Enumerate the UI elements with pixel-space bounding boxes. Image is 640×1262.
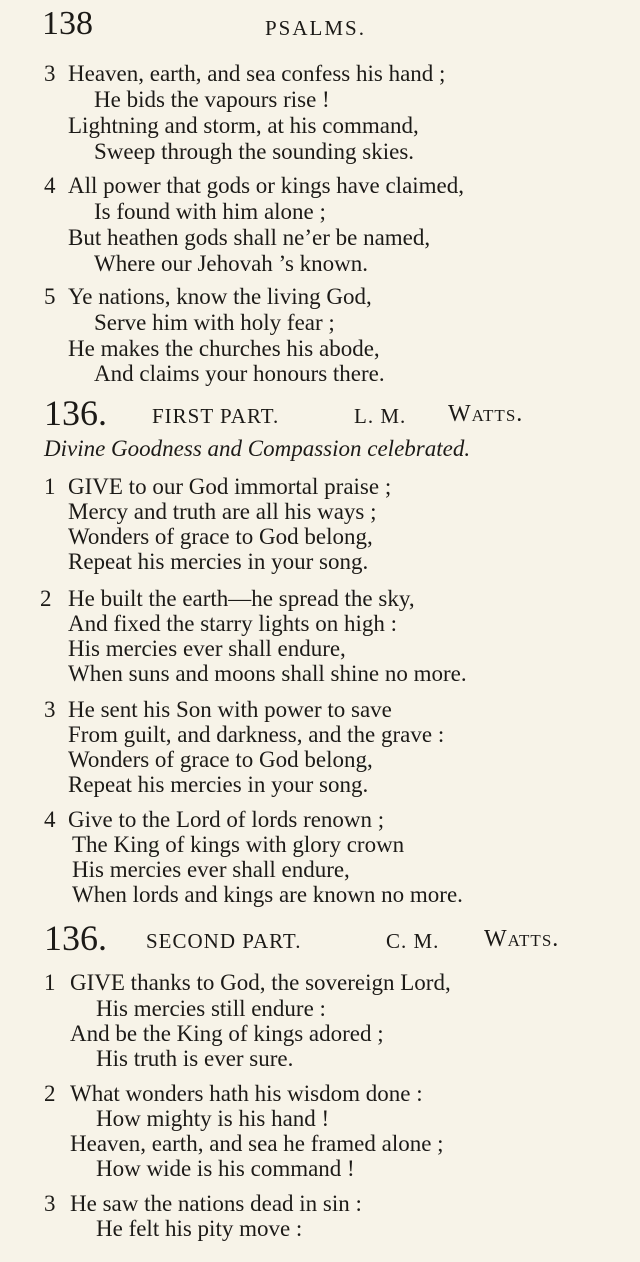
verse-number: 3 xyxy=(44,1191,56,1216)
verse-line: Repeat his mercies in your song. xyxy=(68,772,369,797)
verse-number: 5 xyxy=(44,284,56,309)
verse-line: Give to the Lord of lords renown ; xyxy=(68,807,385,832)
verse-line: Sweep through the sounding skies. xyxy=(94,139,415,164)
verse-line: Where our Jehovah ’s known. xyxy=(94,251,369,276)
verse-line: He bids the vapours rise ! xyxy=(94,87,330,112)
verse-line: Ye nations, know the living God, xyxy=(68,284,372,309)
verse-number: 4 xyxy=(44,173,56,198)
verse-number: 1 xyxy=(44,970,56,995)
verse-line: Wonders of grace to God belong, xyxy=(68,747,373,772)
hymn-number: 136. xyxy=(44,393,107,433)
verse-line: His mercies ever shall endure, xyxy=(72,857,350,882)
verse-line: He built the earth—he spread the sky, xyxy=(68,586,415,611)
verse-line: Wonders of grace to God belong, xyxy=(68,524,373,549)
verse-line: GIVE to our God immortal praise ; xyxy=(68,474,392,499)
verse-line: He felt his pity move : xyxy=(96,1216,303,1241)
verse-line: What wonders hath his wisdom done : xyxy=(70,1081,423,1106)
verse-line: He makes the churches his abode, xyxy=(68,336,380,361)
hymn-part: SECOND PART. xyxy=(146,929,302,953)
verse-line: He saw the nations dead in sin : xyxy=(70,1191,362,1216)
verse-line: His truth is ever sure. xyxy=(96,1046,294,1071)
verse-line: He sent his Son with power to save xyxy=(68,697,392,722)
hymn-part: FIRST PART. xyxy=(152,404,280,428)
verse-number: 1 xyxy=(44,474,56,499)
page-number: 138 xyxy=(42,5,93,42)
verse-line: From guilt, and darkness, and the grave : xyxy=(68,722,445,747)
hymn-meter: C. M. xyxy=(386,929,440,953)
verse-line: And fixed the starry lights on high : xyxy=(68,611,397,636)
verse-line: Is found with him alone ; xyxy=(94,199,326,224)
hymn-author: Watts. xyxy=(484,926,560,952)
verse-line: But heathen gods shall ne’er be named, xyxy=(68,225,431,250)
verse-line: Repeat his mercies in your song. xyxy=(68,549,369,574)
running-title: PSALMS. xyxy=(265,16,366,40)
verse-line: Heaven, earth, and sea confess his hand ; xyxy=(68,61,446,86)
verse-line: And be the King of kings adored ; xyxy=(70,1021,384,1046)
verse-number: 3 xyxy=(44,697,56,722)
verse-line: All power that gods or kings have claimed, xyxy=(68,173,465,198)
verse-line: How wide is his command ! xyxy=(96,1156,355,1181)
verse-line: When suns and moons shall shine no more. xyxy=(68,661,467,686)
verse-line: Mercy and truth are all his ways ; xyxy=(68,499,377,524)
verse-line: The King of kings with glory crown xyxy=(72,832,405,857)
verse-line: When lords and kings are known no more. xyxy=(72,882,463,907)
verse-number: 3 xyxy=(44,61,56,86)
verse-number: 4 xyxy=(44,807,56,832)
hymn-number: 136. xyxy=(44,918,107,958)
page-header xyxy=(0,4,640,44)
verse-line: How mighty is his hand ! xyxy=(96,1106,330,1131)
verse-line: Heaven, earth, and sea he framed alone ; xyxy=(70,1131,444,1156)
verse-line: Serve him with holy fear ; xyxy=(94,310,335,335)
hymn-heading xyxy=(44,918,624,960)
verse-line: His mercies ever shall endure, xyxy=(68,636,346,661)
verse-number: 2 xyxy=(40,586,52,611)
hymn-meter: L. M. xyxy=(354,404,407,428)
verse-number: 2 xyxy=(44,1081,56,1106)
verse-line: And claims your honours there. xyxy=(94,361,385,386)
verse-line: His mercies still endure : xyxy=(96,996,326,1021)
hymn-heading xyxy=(44,393,624,435)
hymn-subtitle: Divine Goodness and Compassion celebrated. xyxy=(44,436,471,461)
hymn-author: Watts. xyxy=(448,401,524,427)
verse-line: Lightning and storm, at his command, xyxy=(68,113,419,138)
verse-line: GIVE thanks to God, the sovereign Lord, xyxy=(70,970,451,995)
